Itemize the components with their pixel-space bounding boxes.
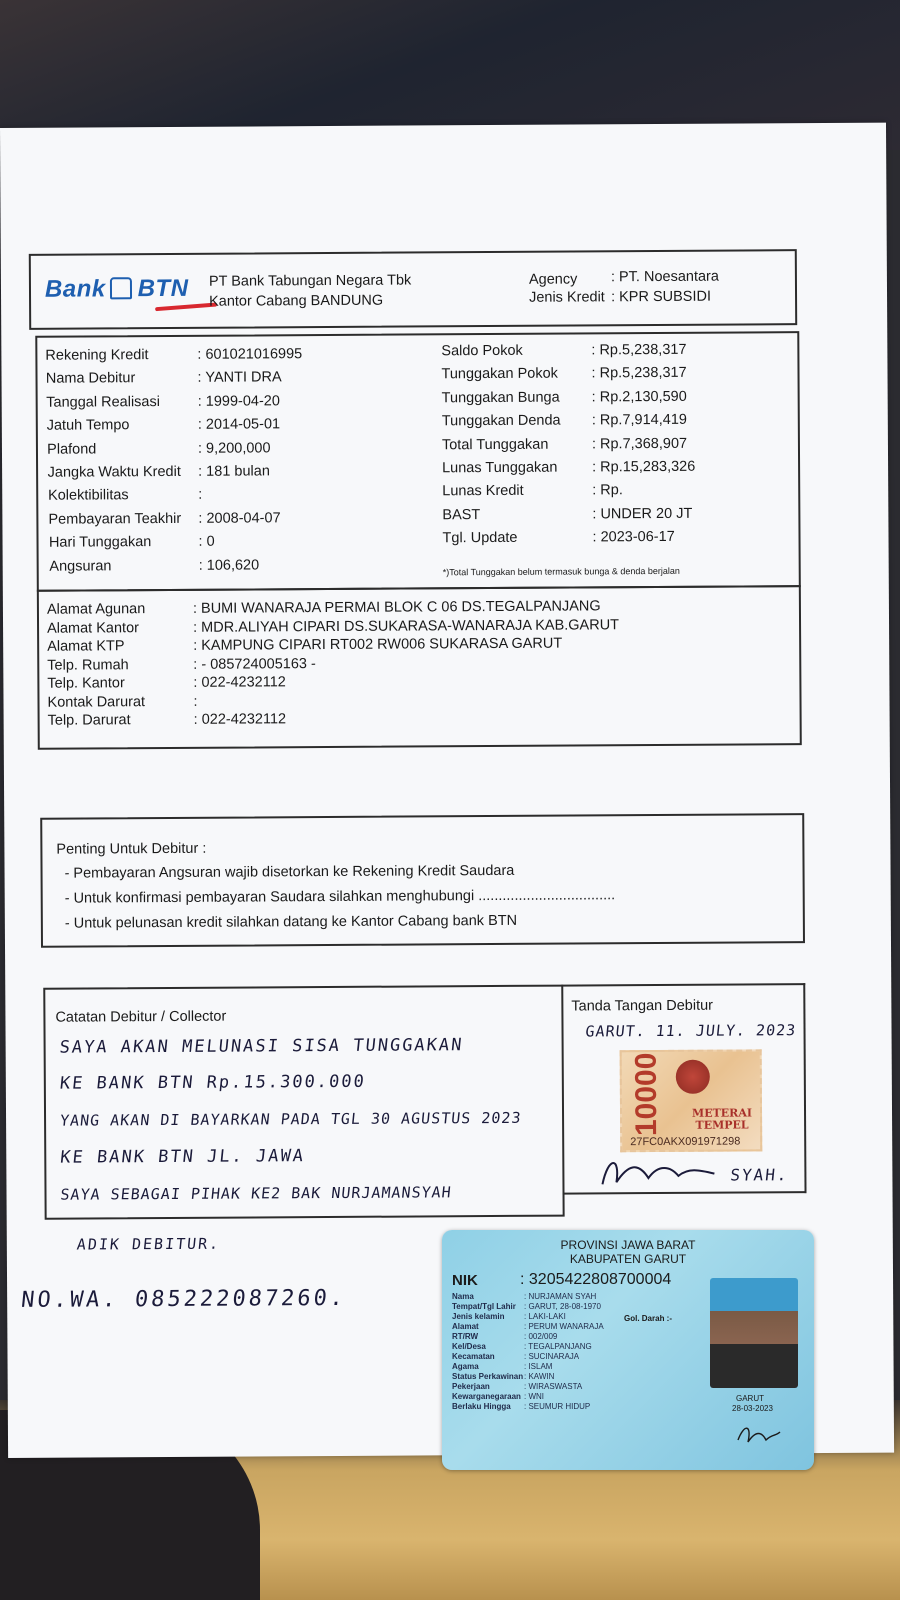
ktp-kabupaten: KABUPATEN GARUT (569, 1252, 687, 1266)
field-label: Tunggakan Denda (441, 412, 561, 430)
field-label: Tunggakan Bunga (441, 389, 560, 407)
field-value: : Rp.7,368,907 (591, 435, 688, 452)
ktp-row-label: Alamat (452, 1322, 479, 1331)
signature-mark (598, 1154, 718, 1195)
field-value: : Rp.5,238,317 (591, 365, 687, 382)
footnote: *)Total Tunggakan belum termasuk bunga & denda berjalan (442, 565, 680, 578)
ktp-photo (710, 1278, 798, 1388)
address-value: : - 085724005163 - (193, 655, 316, 673)
penting-item: - Untuk pelunasan kredit silahkan datang ke Kantor Cabang bank BTN (64, 912, 518, 932)
field-label: Lunas Tunggakan (442, 459, 558, 477)
ktp-row-value: : NURJAMAN SYAH (524, 1292, 597, 1301)
address-value: : KAMPUNG CIPARI RT002 RW006 SUKARASA GARUT (193, 635, 563, 654)
ktp-row-label: Kel/Desa (452, 1342, 486, 1351)
ktp-issue-city: GARUT (736, 1394, 764, 1403)
adik-note: ADIK DEBITUR. (75, 1234, 222, 1254)
field-label: Jangka Waktu Kredit (47, 463, 181, 481)
field-value: : Rp.7,914,419 (591, 411, 687, 429)
field-label: Nama Debitur (45, 370, 136, 388)
house-icon (110, 277, 132, 299)
handwritten-line: KE BANK BTN JL. JAWA (59, 1146, 306, 1168)
address-label: Alamat KTP (47, 638, 125, 655)
field-value: : UNDER 20 JT (592, 505, 693, 523)
ktp-row-value: : ISLAM (524, 1362, 553, 1371)
address-value: : 022-4232112 (193, 674, 286, 691)
ktp-row-label: Pekerjaan (452, 1382, 490, 1391)
company-name: PT Bank Tabungan Negara Tbk (208, 272, 412, 290)
ktp-row-label: RT/RW (452, 1332, 479, 1341)
ktp-nik-value: : 3205422808700004 (520, 1271, 672, 1288)
field-label: Angsuran (49, 557, 112, 575)
field-value: : (198, 487, 203, 504)
ktp-row-label: Nama (452, 1292, 474, 1301)
ktp-row-value: : 002/009 (524, 1332, 558, 1341)
penting-title: Penting Untuk Debitur : (56, 840, 207, 858)
agency-value: : PT. Noesantara (610, 268, 719, 286)
ktp-gol-darah: Gol. Darah :- (624, 1314, 673, 1323)
field-label: BAST (442, 506, 481, 524)
ktp-row-value: : WNI (524, 1392, 544, 1401)
garuda-emblem-icon (676, 1060, 710, 1094)
field-value: : 181 bulan (198, 463, 270, 480)
field-label: Hari Tunggakan (48, 534, 152, 551)
ktp-row-value: : SEUMUR HIDUP (524, 1402, 591, 1411)
ktp-signature (734, 1420, 784, 1450)
handwritten-line: SAYA AKAN MELUNASI SISA TUNGGAKAN (58, 1035, 465, 1058)
field-label: Jatuh Tempo (46, 417, 130, 434)
address-label: Alamat Agunan (46, 601, 146, 618)
address-label: Kontak Darurat (47, 693, 146, 711)
ktp-row-value: : TEGALPANJANG (524, 1342, 592, 1351)
field-value: : 2008-04-07 (198, 510, 281, 527)
field-label: Pembayaran Teakhir (48, 510, 182, 528)
ktp-row-value: : GARUT, 28-08-1970 (524, 1302, 601, 1311)
stamp-value: 10000 (629, 1052, 664, 1137)
ktp-issue-date: 28-03-2023 (732, 1404, 773, 1413)
logo-word-btn: BTN (137, 274, 189, 303)
stamp-label1: METERAI (691, 1106, 753, 1120)
ktp-nik-label: NIK (452, 1272, 478, 1289)
ktp-row-value: : LAKI-LAKI (524, 1312, 566, 1321)
whatsapp-note: NO.WA. 085222087260. (19, 1285, 348, 1313)
address-label: Telp. Rumah (47, 656, 129, 674)
ktp-row-value: : PERUM WANARAJA (524, 1322, 604, 1331)
address-label: Alamat Kantor (47, 619, 139, 637)
ktp-row-label: Agama (452, 1362, 479, 1371)
ktp-row-label: Tempat/Tgl Lahir (452, 1302, 516, 1311)
ktp-row-value: : WIRASWASTA (524, 1382, 583, 1391)
ktp-row-label: Jenis kelamin (452, 1312, 505, 1321)
address-label: Telp. Kantor (47, 675, 125, 692)
field-value: : YANTI DRA (197, 369, 282, 387)
field-value: : Rp.15,283,326 (592, 458, 696, 476)
jenis-kredit-label: Jenis Kredit (528, 289, 605, 306)
branch-name: Kantor Cabang BANDUNG (209, 292, 384, 310)
field-value: : Rp.2,130,590 (591, 388, 687, 406)
handwritten-date: GARUT. 11. JULY. 2023 (584, 1021, 798, 1041)
tanda-title: Tanda Tangan Debitur (571, 997, 714, 1015)
stamp-label2: TEMPEL (695, 1118, 749, 1132)
stamp-code: 27FC0AKX091971298 (630, 1135, 741, 1149)
field-value: : 9,200,000 (197, 439, 271, 457)
stamp-label (692, 1107, 752, 1131)
ktp-row-label: Berlaku Hingga (452, 1402, 511, 1411)
ktp-row-value: : SUCINARAJA (524, 1352, 580, 1361)
ktp-id-card (442, 1230, 814, 1470)
field-label: Total Tunggakan (441, 436, 549, 453)
field-value: : 106,620 (198, 557, 260, 574)
address-label: Telp. Darurat (47, 712, 131, 729)
field-value: : 1999-04-20 (197, 393, 280, 410)
address-box (37, 585, 802, 750)
address-value: : MDR.ALIYAH CIPARI DS.SUKARASA-WANARAJA KAB.GARUT (193, 616, 620, 636)
field-label: Plafond (47, 441, 97, 458)
field-value: : 2023-06-17 (592, 529, 675, 546)
field-label: Saldo Pokok (441, 342, 523, 360)
field-value: : 601021016995 (197, 346, 303, 363)
ktp-row-label: Kewarganegaraan (452, 1392, 521, 1401)
field-label: Lunas Kredit (442, 483, 524, 500)
handwritten-line: SAYA SEBAGAI PIHAK KE2 BAK NURJAMANSYAH (59, 1183, 453, 1204)
address-value: : BUMI WANARAJA PERMAI BLOK C 06 DS.TEGALPANJANG (192, 598, 601, 617)
handwritten-line: KE BANK BTN Rp.15.300.000 (58, 1071, 367, 1094)
header-box (29, 249, 797, 330)
signature-suffix: SYAH. (729, 1165, 790, 1185)
field-label: Kolektibilitas (47, 487, 129, 505)
bank-btn-logo (45, 275, 189, 304)
handwritten-line: YANG AKAN DI BAYARKAN PADA TGL 30 AGUSTUS 2023 (59, 1108, 523, 1130)
catatan-title: Catatan Debitur / Collector (55, 1008, 227, 1026)
logo-swoosh (155, 303, 217, 312)
field-value: : 2014-05-01 (197, 416, 281, 433)
agency-label: Agency (528, 271, 578, 288)
catatan-box (43, 985, 564, 1220)
field-value: : 0 (198, 533, 215, 550)
penting-item: - Pembayaran Angsuran wajib disetorkan ke Rekening Kredit Saudara (64, 862, 515, 882)
field-value: : Rp. (592, 482, 623, 499)
address-value: : (193, 693, 198, 710)
ktp-row-label: Status Perkawinan (452, 1372, 524, 1381)
field-label: Tgl. Update (442, 530, 518, 547)
field-label: Rekening Kredit (45, 347, 149, 364)
field-label: Tanggal Realisasi (46, 393, 160, 411)
penting-box (40, 813, 805, 948)
meterai-stamp (620, 1049, 763, 1152)
address-value: : 022-4232112 (193, 711, 287, 728)
jenis-kredit-value: : KPR SUBSIDI (610, 288, 712, 306)
loan-info-box (35, 331, 801, 592)
ktp-row-label: Kecamatan (452, 1352, 495, 1361)
field-label: Tunggakan Pokok (441, 365, 558, 383)
field-value: : Rp.5,238,317 (591, 341, 687, 359)
ktp-row-value: : KAWIN (524, 1372, 555, 1381)
logo-word-bank: Bank (44, 275, 106, 303)
penting-item: - Untuk konfirmasi pembayaran Saudara silahkan menghubungi .................................. (64, 887, 616, 907)
ktp-province: PROVINSI JAWA BARAT (560, 1238, 696, 1252)
